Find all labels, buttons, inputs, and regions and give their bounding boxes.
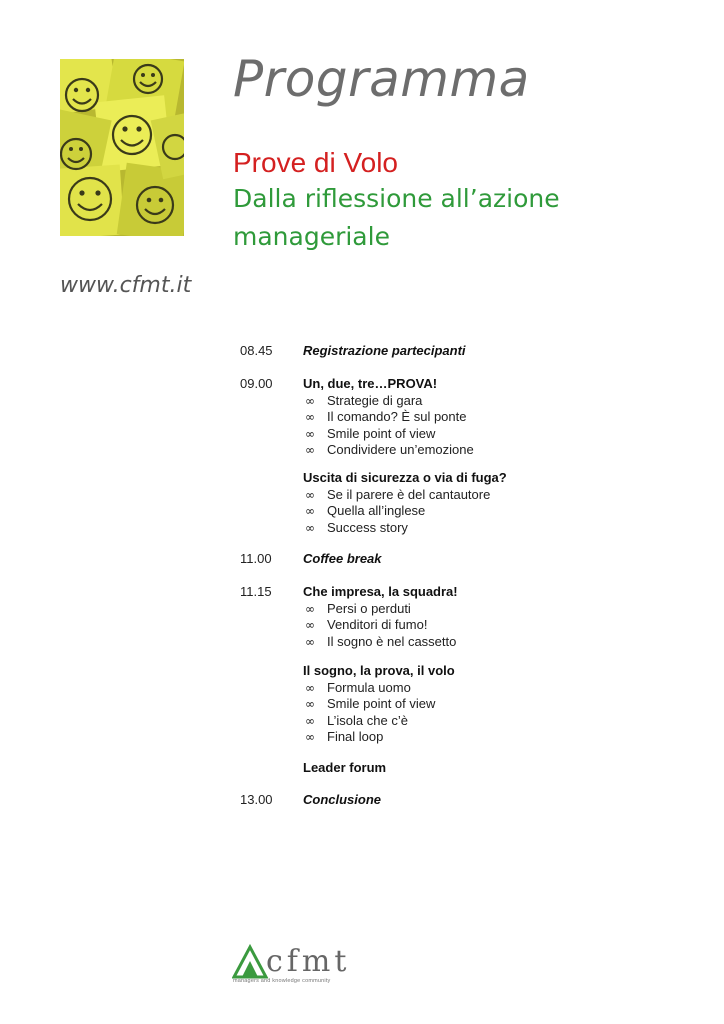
agenda-item (305, 409, 466, 424)
infinity-bullet-icon: ∞ (305, 634, 315, 649)
website-link[interactable]: www.cfmt.it (60, 273, 192, 298)
infinity-bullet-icon: ∞ (305, 393, 315, 408)
agenda-item-label: Success story (327, 519, 408, 535)
agenda-item (305, 601, 411, 616)
infinity-bullet-icon: ∞ (305, 730, 315, 744)
agenda-session-title: Conclusione (303, 792, 382, 807)
agenda-session-title: Coffee break (303, 551, 382, 566)
infinity-bullet-icon: ∞ (305, 520, 315, 535)
agenda-item-label: Il comando? È sul ponte (327, 409, 467, 424)
agenda-item-label: Il sogno è nel cassetto (327, 633, 457, 649)
agenda-item (305, 696, 435, 711)
infinity-bullet-icon: ∞ (305, 504, 315, 518)
agenda-item (305, 442, 474, 457)
agenda-item (305, 634, 456, 649)
agenda-item (305, 617, 427, 632)
agenda-item-label: Smile point of view (327, 425, 436, 441)
agenda-item (305, 487, 490, 502)
agenda-item-label: Persi o perduti (327, 600, 411, 616)
infinity-bullet-icon: ∞ (305, 426, 315, 441)
cfmt-logo-tagline: managers and knowledge community (233, 978, 331, 984)
infinity-bullet-icon: ∞ (305, 697, 315, 711)
agenda-time: 13.00 (240, 792, 273, 807)
event-tagline: Dalla riflessione all’azione manageriale (233, 184, 560, 251)
agenda-session-title: Registrazione partecipanti (303, 343, 466, 358)
infinity-bullet-icon: ∞ (305, 487, 315, 502)
agenda-item (305, 426, 435, 441)
infinity-bullet-icon: ∞ (305, 713, 315, 728)
agenda-session-title: Uscita di sicurezza o via di fuga? (303, 470, 507, 485)
agenda-item (305, 713, 408, 728)
agenda-item (305, 520, 408, 535)
agenda-item (305, 680, 411, 695)
agenda-time: 11.00 (240, 551, 272, 566)
agenda-item (305, 729, 383, 744)
infinity-bullet-icon: ∞ (305, 618, 315, 632)
infinity-bullet-icon: ∞ (305, 443, 315, 457)
infinity-bullet-icon: ∞ (305, 410, 315, 424)
agenda-time: 09.00 (240, 376, 273, 391)
event-subtitle: Prove di Volo (233, 147, 398, 178)
agenda-item-label: Venditori di fumo! (327, 617, 428, 632)
agenda-time: 08.45 (240, 343, 273, 358)
agenda-item-label: Se il parere è del cantautore (327, 486, 491, 502)
agenda-item-label: Smile point of view (327, 696, 436, 711)
agenda-session-title: Leader forum (303, 760, 387, 775)
cfmt-logo-text: cfmt (266, 944, 351, 979)
agenda-item-label: Strategie di gara (327, 392, 423, 408)
agenda-item-label: Condividere un’emozione (327, 442, 474, 457)
agenda-item-label: Quella all’inglese (327, 503, 426, 518)
agenda-item-label: L’isola che c’è (327, 712, 408, 728)
infinity-bullet-icon: ∞ (305, 680, 315, 695)
agenda-time: 11.15 (240, 584, 272, 599)
agenda-item-label: Final loop (327, 729, 384, 744)
agenda-session-title: Un, due, tre…PROVA! (303, 376, 438, 391)
agenda-session-title: Che impresa, la squadra! (303, 584, 458, 599)
agenda-session-title: Il sogno, la prova, il volo (303, 663, 455, 678)
agenda-item (305, 393, 422, 408)
agenda-item-label: Formula uomo (327, 679, 411, 695)
page-title: Programma (233, 50, 530, 108)
infinity-bullet-icon: ∞ (305, 601, 315, 616)
agenda-item (305, 503, 425, 518)
